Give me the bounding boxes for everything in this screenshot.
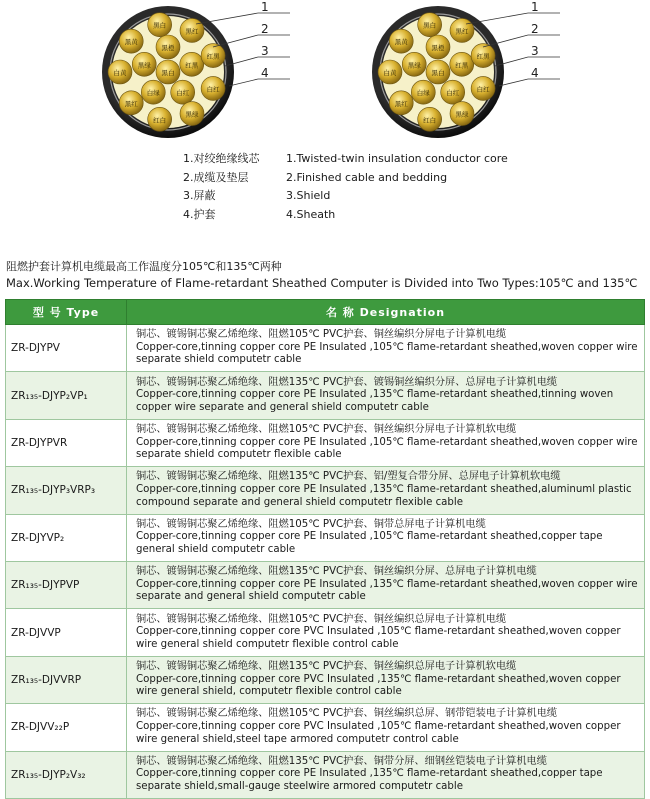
model-type-cell: ZR₁₃₅-DJYP₃VRP₃ <box>6 467 127 514</box>
model-type-cell: ZR-DJYPV <box>6 325 127 372</box>
designation-cn: 铜芯、镀锡铜芯聚乙烯绝缘、阻燃105℃ PVC护套、铜丝编织分屏电子计算机电缆 <box>136 329 507 341</box>
designation-cell <box>127 514 645 561</box>
designation-cn: 铜芯、镀锡铜芯聚乙烯绝缘、阻燃135℃ PVC护套、镀锡铜丝编织分屏、总屏电子计算机电缆 <box>136 376 558 388</box>
temperature-caption-cn: 阻燃护套计算机电缆最高工作温度分105℃和135℃两种 <box>6 260 282 273</box>
model-type-cell: ZR₁₃₅-DJVVRP <box>6 656 127 703</box>
table-header-row <box>6 300 645 325</box>
core-color-label: 白红 <box>206 85 220 94</box>
cable-spec-table <box>5 299 645 799</box>
model-type-cell: ZR-DJVVP <box>6 609 127 656</box>
legend-item: 3.屏蔽 <box>183 189 216 202</box>
designation-en: Copper-core,tinning copper core PE Insulated ,135℃ flame-retardant sheathed,woven copper wire separate and general shield computetr cable <box>136 578 638 603</box>
designation-en: Copper-core,tinning copper core PVC Insulated ,105℃ flame-retardant sheathed,woven copper wire general shield computetr flexible control cable <box>136 626 621 650</box>
table-body <box>6 325 645 799</box>
designation-cell <box>127 609 645 656</box>
designation-cn: 铜芯、镀锡铜芯聚乙烯绝缘、阻燃105℃ PVC护套、铜带总屏电子计算机电缆 <box>136 518 486 530</box>
callout-number: 4 <box>261 66 269 80</box>
designation-cn: 铜芯、镀锡铜芯聚乙烯绝缘、阻燃135℃ PVC护套、铜带分屏、细钢丝铠装电子计算机电缆 <box>136 755 547 767</box>
core-color-label: 黑绿 <box>455 110 469 119</box>
model-type-cell: ZR-DJYPVR <box>6 419 127 466</box>
callout-number: 2 <box>261 22 269 36</box>
cable-cross-section-diagram <box>0 0 650 148</box>
designation-cn: 铜芯、镀锡铜芯聚乙烯绝缘、阻燃105℃ PVC护套、铜丝编织分屏电子计算机软电缆 <box>136 424 517 436</box>
core-color-label: 黑白 <box>431 69 445 77</box>
core-color-label: 黑黄 <box>394 38 408 47</box>
core-color-label: 白红 <box>176 89 190 98</box>
designation-en: Copper-core,tinning copper core PE Insulated ,105℃ flame-retardant sheathed,woven copper wire separate shield computetr cable <box>136 341 638 366</box>
core-color-label: 黑绿 <box>185 110 199 119</box>
table-row <box>6 419 645 466</box>
table-row <box>6 372 645 419</box>
callout-number: 2 <box>531 22 539 36</box>
core-color-label: 白红 <box>476 85 490 94</box>
designation-en: Copper-core,tinning copper core PE Insulated ,135℃ flame-retardant sheathed,aluminuml plastic compound separate and general shield computetr flexible cable <box>136 484 632 508</box>
table-row <box>6 656 645 703</box>
core-color-label: 黑红 <box>124 99 138 108</box>
temperature-caption-en: Max.Working Temperature of Flame-retardant Sheathed Computer is Divided into Two Types:105℃ and 135℃ <box>6 276 638 290</box>
designation-en: Copper-core,tinning copper core PVC Insulated ,105℃ flame-retardant sheathed,woven copper wire general shield,steel tape armored computetr control cable <box>136 721 621 745</box>
cable-section-right <box>372 6 504 138</box>
legend-item: 2.成缆及垫层 <box>183 170 249 184</box>
designation-cn: 铜芯、镀锡铜芯聚乙烯绝缘、阻燃105℃ PVC护套、铜丝编织总屏、钢带铠装电子计算机电缆 <box>136 708 558 720</box>
designation-en: Copper-core,tinning copper core PE Insulated ,105℃ flame-retardant sheathed,copper tape general shield computetr cable <box>136 531 603 556</box>
callout-number: 1 <box>261 0 269 14</box>
type-column-header: 型 号 Type <box>6 300 127 325</box>
callout-number: 4 <box>531 66 539 80</box>
legend-item: 2.Finished cable and bedding <box>286 170 448 184</box>
model-type-cell: ZR₁₃₅-DJYPVP <box>6 561 127 608</box>
designation-cn: 铜芯、镀锡铜芯聚乙烯绝缘、阻燃135℃ PVC护套、铜丝编织总屏电子计算机软电缆 <box>136 661 517 673</box>
legend-item: 4.Sheath <box>286 207 336 221</box>
table-row <box>6 609 645 656</box>
designation-cell <box>127 561 645 608</box>
core-color-label: 黑黄 <box>124 38 138 47</box>
designation-cell <box>127 419 645 466</box>
core-color-label: 黑白 <box>423 21 437 30</box>
designation-en: Copper-core,tinning copper core PE Insulated ,135℃ flame-retardant sheathed,copper tape separate shield,small-gauge steelwire armored computetr cable <box>136 768 603 792</box>
core-color-label: 黑白 <box>161 69 175 77</box>
cable-section-left <box>102 6 234 138</box>
core-color-label: 红白 <box>423 116 437 125</box>
designation-cell <box>127 656 645 703</box>
core-color-label: 白红 <box>446 89 460 98</box>
designation-cn: 铜芯、镀锡铜芯聚乙烯绝缘、阻燃135℃ PVC护套、铜丝编织分屏、总屏电子计算机电缆 <box>136 566 537 578</box>
table-row <box>6 561 645 608</box>
designation-column-header: 名 称 Designation <box>127 300 645 325</box>
table-row <box>6 514 645 561</box>
table-row <box>6 704 645 751</box>
core-color-label: 黑橙 <box>161 44 175 52</box>
callout-number: 3 <box>261 44 269 58</box>
core-color-label: 红黑 <box>476 52 490 61</box>
designation-cell <box>127 704 645 751</box>
core-color-label: 黑红 <box>455 27 469 36</box>
legend-item: 1.Twisted-twin insulation conductor core <box>286 152 508 165</box>
designation-cell <box>127 751 645 798</box>
designation-cell <box>127 372 645 419</box>
core-color-label: 红白 <box>153 116 167 125</box>
model-type-cell: ZR-DJYVP₂ <box>6 514 127 561</box>
model-type-cell: ZR₁₃₅-DJYP₂VP₁ <box>6 372 127 419</box>
designation-en: Copper-core,tinning copper core PE Insulated ,135℃ flame-retardant sheathed,tinning woven copper wire separate and general shield computetr cable <box>136 389 614 413</box>
core-color-label: 红黑 <box>185 61 199 70</box>
model-type-cell: ZR₁₃₅-DJYP₂V₃₂ <box>6 751 127 798</box>
model-type-cell: ZR-DJVV₂₂P <box>6 704 127 751</box>
core-color-label: 黑绿 <box>137 61 151 70</box>
table-row <box>6 325 645 372</box>
core-color-label: 黑红 <box>185 27 199 36</box>
core-color-label: 黑橙 <box>431 44 445 52</box>
core-color-label: 白黄 <box>383 69 397 77</box>
callout-number: 1 <box>531 0 539 14</box>
core-color-label: 白绿 <box>146 89 160 98</box>
table-row <box>6 751 645 798</box>
legend-chinese <box>183 150 260 224</box>
designation-cell <box>127 467 645 514</box>
core-color-label: 红黑 <box>455 61 469 70</box>
core-color-label: 红黑 <box>206 52 220 61</box>
core-color-label: 黑绿 <box>407 61 421 70</box>
callout-number: 3 <box>531 44 539 58</box>
designation-en: Copper-core,tinning copper core PE Insulated ,105℃ flame-retardant sheathed,woven copper wire separate shield computetr flexible cable <box>136 436 638 461</box>
table-row <box>6 467 645 514</box>
designation-cn: 铜芯、镀锡铜芯聚乙烯绝缘、阻燃135℃ PVC护套、铝/塑复合带分屏、总屏电子计算机软电缆 <box>136 471 561 483</box>
legend-item: 1.对绞绝缘线芯 <box>183 152 260 165</box>
core-color-label: 白黄 <box>113 69 127 77</box>
legend-item: 3.Shield <box>286 189 331 202</box>
core-color-label: 黑白 <box>153 21 167 30</box>
legend-item: 4.护套 <box>183 207 216 221</box>
designation-cell <box>127 325 645 372</box>
designation-cn: 铜芯、镀锡铜芯聚乙烯绝缘、阻燃105℃ PVC护套、铜丝编织总屏电子计算机电缆 <box>136 613 507 625</box>
core-color-label: 白绿 <box>416 89 430 98</box>
designation-en: Copper-core,tinning copper core PVC Insulated ,135℃ flame-retardant sheathed,woven copper wire general shield, computetr flexible control cable <box>136 673 621 698</box>
core-color-label: 黑红 <box>394 99 408 108</box>
legend-english <box>286 150 508 224</box>
